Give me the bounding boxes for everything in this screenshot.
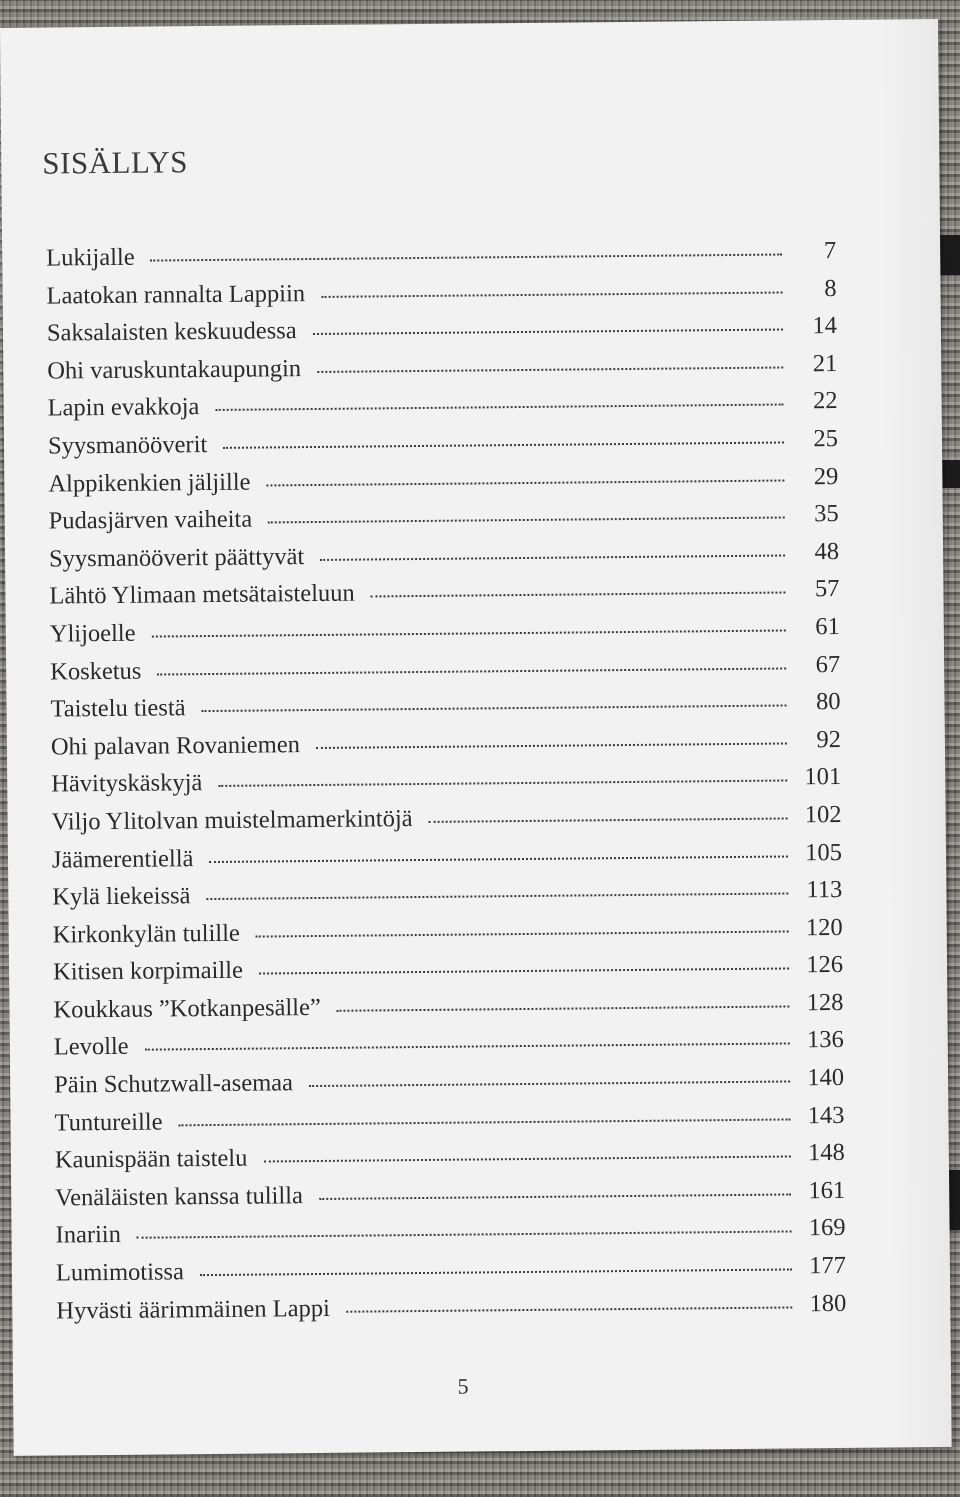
toc-entry-title: Kirkonkylän tulille (52, 919, 240, 949)
dot-leader (157, 667, 786, 675)
toc-entry-page: 102 (804, 800, 842, 829)
dot-leader (266, 479, 784, 486)
toc-entry-title: Pudasjärven vaiheita (48, 505, 253, 535)
toc-entry-page: 169 (808, 1214, 846, 1242)
toc-entry-title: Ohi varuskuntakaupungin (47, 354, 302, 385)
dot-leader (179, 1118, 791, 1126)
toc-entry-title: Saksalaisten keskuudessa (46, 317, 297, 347)
dot-leader (371, 592, 786, 598)
dot-leader (316, 742, 787, 749)
toc-entry-page: 8 (824, 274, 837, 302)
toc-entry-title: Kaunispään taistelu (54, 1144, 248, 1174)
dot-leader (429, 817, 788, 822)
dot-leader (259, 968, 789, 975)
toc-entry-title: Kitisen korpimaille (52, 956, 244, 986)
toc-entry-page: 105 (805, 838, 843, 866)
toc-entry-page: 136 (806, 1026, 844, 1054)
toc-entry-page: 140 (807, 1064, 845, 1092)
toc-entry-title: Levolle (53, 1033, 129, 1061)
toc-entry-page: 180 (809, 1289, 847, 1317)
toc-entry-page: 80 (815, 688, 841, 716)
dot-leader (320, 554, 785, 560)
toc-entry-page: 14 (812, 312, 838, 340)
toc-entry-page: 143 (807, 1101, 845, 1129)
toc-entry-page: 25 (813, 424, 839, 453)
toc-entry-title: Jäämerentiellä (51, 844, 194, 874)
dot-leader (317, 366, 783, 372)
toc-entry-page: 161 (808, 1176, 846, 1205)
dot-leader (200, 1268, 792, 1276)
toc-entry-title: Kosketus (50, 657, 142, 686)
dot-leader (151, 254, 783, 262)
dot-leader (152, 629, 786, 637)
dot-leader (223, 441, 784, 448)
toc-entry-page: 29 (813, 462, 839, 490)
toc-entry-title: Laatokan rannalta Lappiin (46, 279, 306, 310)
dot-leader (137, 1231, 792, 1239)
toc-entry-page: 7 (823, 236, 837, 265)
toc-entry-page: 120 (805, 913, 843, 941)
toc-entry-title: Kylä liekeissä (52, 882, 191, 911)
toc-entry-page: 177 (809, 1251, 847, 1280)
dot-leader (263, 1156, 790, 1163)
dot-leader (206, 893, 788, 901)
toc-entry-page: 61 (815, 612, 840, 641)
toc-entry-page: 21 (812, 349, 838, 377)
dot-leader (313, 329, 783, 336)
dot-leader (145, 1043, 790, 1051)
page-title: SISÄLLYS (42, 144, 189, 181)
toc-entry-page: 126 (806, 951, 844, 979)
toc-entry-page: 101 (804, 763, 842, 791)
toc-entry-title: Alppikenkien jäljille (48, 468, 251, 498)
dot-leader (337, 1005, 790, 1011)
toc-entry (56, 1290, 846, 1335)
toc-entry-title: Taistelu tiestä (50, 694, 186, 723)
toc-entry-title: Hävityskäskyjä (51, 769, 203, 798)
toc-entry-page: 113 (806, 876, 843, 904)
toc-entry-page: 48 (814, 537, 840, 565)
table-of-contents (46, 237, 846, 1335)
dot-leader (218, 780, 787, 787)
toc-entry-page: 128 (806, 988, 844, 1017)
toc-entry-title: Syysmanööverit (47, 430, 208, 460)
toc-entry-title: Lumimotissa (55, 1258, 185, 1287)
page-number: 5 (457, 1373, 469, 1399)
dot-leader (268, 517, 785, 524)
toc-entry-title: Viljo Ylitolvan muistelmamerkintöjä (51, 804, 413, 836)
dot-leader (321, 291, 782, 297)
dot-leader (319, 1193, 791, 1200)
toc-entry-title: Koukkaus ”Kotkanpesälle” (53, 993, 321, 1024)
dot-leader (346, 1306, 792, 1312)
toc-entry-title: Tuntureille (54, 1108, 163, 1137)
dot-leader (209, 855, 788, 863)
toc-entry-page: 67 (815, 650, 841, 678)
dot-leader (256, 930, 789, 937)
toc-entry-title: Ylijoelle (49, 619, 136, 648)
toc-entry-title: Lähtö Ylimaan metsätaisteluun (49, 579, 355, 610)
toc-entry-title: Inariin (55, 1221, 122, 1249)
dot-leader (202, 705, 787, 713)
toc-entry-page: 35 (814, 500, 839, 528)
toc-entry-title: Päin Schutzwall-asemaa (54, 1069, 294, 1099)
toc-entry-page: 92 (816, 725, 841, 753)
toc-entry-title: Syysmanööverit päättyvät (48, 542, 305, 573)
book-page (0, 19, 952, 1456)
dot-leader (215, 404, 783, 411)
toc-entry-title: Ohi palavan Rovaniemen (50, 730, 301, 761)
toc-entry-page: 57 (814, 575, 840, 603)
toc-entry-title: Hyvästi äärimmäinen Lappi (56, 1294, 330, 1325)
toc-entry-title: Venäläisten kanssa tulilla (55, 1181, 304, 1212)
toc-entry-page: 22 (812, 387, 838, 415)
dot-leader (309, 1081, 790, 1088)
toc-entry-title: Lukijalle (46, 243, 135, 272)
toc-entry-title: Lapin evakkoja (47, 393, 200, 422)
toc-entry-page: 148 (807, 1139, 845, 1167)
